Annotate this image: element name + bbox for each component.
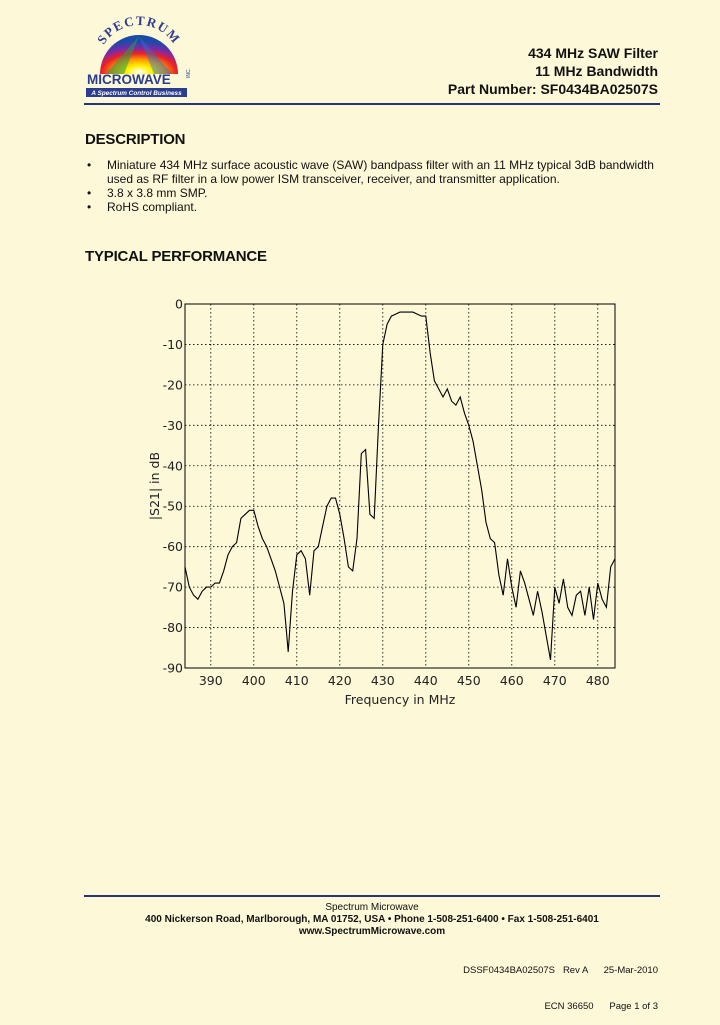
header-divider: [84, 103, 660, 105]
y-tick-label: -40: [162, 458, 183, 474]
logo-top-text: SPECTRUM: [93, 16, 184, 47]
y-tick-label: -60: [162, 539, 183, 555]
y-tick-label: -70: [162, 579, 183, 595]
s21-chart: [140, 292, 630, 727]
footer: [84, 902, 660, 938]
y-tick-label: -30: [162, 417, 183, 433]
x-tick-label: 480: [585, 673, 610, 688]
x-tick-label: 440: [413, 673, 438, 688]
x-tick-label: 460: [499, 673, 524, 688]
plot-area: [185, 304, 615, 668]
logo-inc-text: INC.: [186, 68, 192, 78]
x-tick-label: 410: [284, 673, 309, 688]
logo-tagline: A Spectrum Control Business: [91, 90, 182, 97]
document-header: [448, 44, 658, 98]
company-logo: [84, 16, 194, 100]
product-title: 434 MHz SAW Filter: [528, 45, 658, 61]
part-number: Part Number: SF0434BA02507S: [447, 81, 658, 97]
footer-url[interactable]: www.SpectrumMicrowave.com: [298, 926, 446, 937]
doc-number-line: DSSF0434BA02507S Rev A 25-Mar-2010: [463, 965, 658, 976]
description-bullet: • 3.8 x 3.8 mm SMP.: [85, 186, 665, 200]
description-list: [85, 158, 665, 214]
footer-divider: [84, 895, 660, 897]
x-tick-label: 420: [327, 673, 352, 688]
document-meta: [463, 941, 658, 1025]
description-heading: DESCRIPTION: [85, 131, 186, 148]
y-tick-label: -80: [162, 620, 183, 636]
footer-address: 400 Nickerson Road, Marlborough, MA 01752, USA • Phone 1-508-251-6400 • Fax 1-508-251-6401: [145, 914, 599, 925]
y-tick-label: -50: [162, 498, 183, 514]
y-tick-label: -20: [162, 377, 183, 393]
x-axis-label: Frequency in MHz: [344, 692, 456, 707]
logo-main-text: MICROWAVE: [87, 72, 171, 87]
ecn-page-line: ECN 36650 Page 1 of 3: [544, 1001, 658, 1012]
description-bullet: • RoHS compliant.: [85, 200, 665, 214]
y-tick-label: -90: [162, 660, 183, 676]
x-tick-label: 450: [456, 673, 481, 688]
description-bullet: • Miniature 434 MHz surface acoustic wave (SAW) bandpass filter with an 11 MHz typical 3dB bandwidth used as RF filter in a low power ISM transceiver, receiver, and transmitter application.: [85, 158, 665, 186]
y-axis-label: |S21| in dB: [147, 451, 162, 521]
bandwidth-line: 11 MHz Bandwidth: [535, 63, 658, 79]
x-tick-label: 430: [370, 673, 395, 688]
performance-heading: TYPICAL PERFORMANCE: [85, 248, 267, 265]
y-tick-label: 0: [175, 296, 183, 312]
footer-company: Spectrum Microwave: [325, 902, 419, 913]
chart-svg: [140, 292, 630, 722]
x-tick-label: 390: [198, 673, 223, 688]
x-tick-label: 400: [241, 673, 266, 688]
y-tick-label: -10: [162, 336, 183, 352]
x-tick-label: 470: [542, 673, 567, 688]
